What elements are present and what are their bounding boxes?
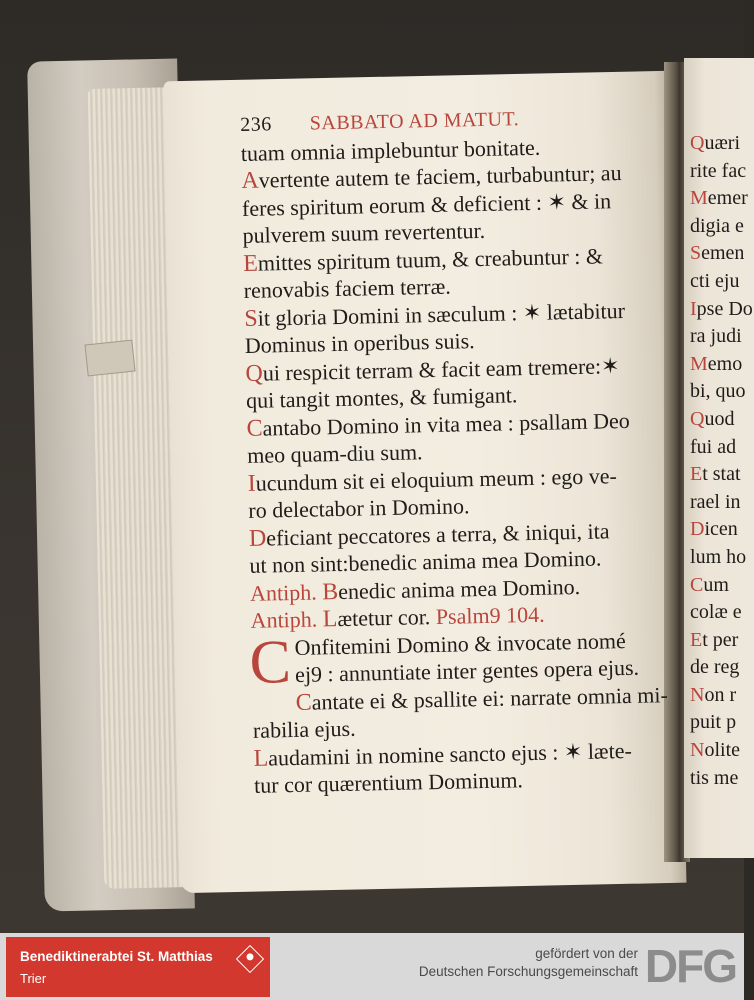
red-capital: C <box>246 415 263 442</box>
funding-note: gefördert von der Deutschen Forschungsgemeinschaft <box>418 946 638 979</box>
right-page-line: Quod <box>690 407 735 430</box>
right-page-line: Semen <box>690 242 745 265</box>
dfg-logo: DFG <box>644 940 736 992</box>
psalm-lines <box>248 626 674 800</box>
line-text: ui respicit terram & facit eam tremere:✶ <box>262 352 620 386</box>
verse-lines <box>241 131 670 580</box>
left-page-text <box>240 103 674 799</box>
red-capital: Q <box>245 360 264 387</box>
right-page-line: lum ho <box>690 545 747 568</box>
right-page-text <box>690 130 753 792</box>
line-text: ro delectabor in Domino. <box>248 493 470 523</box>
right-page-line: Memer <box>690 187 748 210</box>
right-page-line: de reg <box>690 656 740 679</box>
line-text: pulverem suum revertentur. <box>242 217 486 248</box>
institution-city: Trier <box>20 971 47 986</box>
header-title: SABBATO AD MATUT. <box>309 108 520 135</box>
line-text: it gloria Domini in sæculum : ✶ lætabitur <box>257 297 626 331</box>
line-text: qui tangit montes, & fumigant. <box>245 382 518 413</box>
line-text: tur cor quærentium Dominum. <box>253 767 524 798</box>
institution-logo-icon <box>236 945 264 973</box>
right-page-line: Quæri <box>690 132 741 154</box>
line-text: rabilia ejus. <box>252 715 356 743</box>
line-text: vertente autem te faciem, turbabuntur; au <box>258 160 622 193</box>
right-page-line: Non r <box>690 683 737 706</box>
right-page-line: Dicen <box>690 518 738 541</box>
antiphon-2: Antiph. Lætetur cor. Psalm9 104. <box>250 601 545 633</box>
right-page-line: Cum <box>690 573 729 596</box>
line-text: feres spiritum eorum & deficient : ✶ & in <box>241 187 612 221</box>
right-page-line: rite fac <box>690 159 747 182</box>
right-page-line: rael in <box>690 490 741 513</box>
line-text: ut non sint:benedic anima mea Domino. <box>249 545 602 578</box>
right-page-line: cti eju <box>690 269 740 292</box>
right-page-line: Et stat <box>690 463 741 486</box>
red-capital: S <box>244 305 258 332</box>
red-capital: C <box>295 689 313 716</box>
line-text: meo quam-diu sum. <box>246 439 423 468</box>
red-capital: A <box>241 167 260 194</box>
page-tab-marker <box>84 340 135 377</box>
line-text: Dominus in operibus suis. <box>244 328 475 358</box>
right-page-line: ra judi <box>690 325 742 348</box>
red-capital: L <box>253 745 269 772</box>
initial-capital: C <box>248 627 292 697</box>
institution-name: Benediktinerabtei St. Matthias <box>20 949 213 964</box>
right-page-line: Memo <box>690 352 743 375</box>
line-text: eficiant peccatores a terra, & iniqui, ita <box>265 517 610 551</box>
right-page-line: Et per <box>690 628 739 651</box>
page-number: 236 <box>240 113 272 136</box>
antiphon-1: Antiph. Benedic anima mea Domino. <box>249 573 581 606</box>
footer-bar <box>0 933 744 1000</box>
institution-badge <box>6 937 270 997</box>
line-text: antabo Domino in vita mea : psallam Deo <box>262 407 631 441</box>
right-page-line: tis me <box>690 766 739 789</box>
line-text: ucundum sit ei eloquium meum : ego ve- <box>255 462 618 496</box>
line-text: antate ei & psallite ei: narrate omnia mi- <box>311 681 669 715</box>
right-page-line: digia e <box>690 214 744 237</box>
right-page-line: bi, quo <box>690 380 746 403</box>
right-page-line: colæ e <box>690 601 742 624</box>
line-text: ej9 : annuntiate inter gentes opera ejus. <box>294 654 640 687</box>
right-page-line: fui ad <box>690 435 737 458</box>
line-text: Onfitemini Domino & invocate nomé <box>294 627 626 660</box>
right-page-line: puit p <box>690 711 737 734</box>
line-text: tuam omnia implebuntur bonitate. <box>240 134 541 166</box>
red-capital: E <box>242 250 259 277</box>
right-page-line: Nolite <box>690 739 740 762</box>
line-text: renovabis faciem terræ. <box>243 273 452 303</box>
line-text: mittes spiritum tuum, & creabuntur : & <box>257 242 604 276</box>
right-page-line: Ipse Do <box>690 297 753 320</box>
red-capital: D <box>248 525 267 552</box>
line-text: audamini in nomine sancto ejus : ✶ læte- <box>267 737 633 771</box>
red-capital: I <box>247 470 257 497</box>
